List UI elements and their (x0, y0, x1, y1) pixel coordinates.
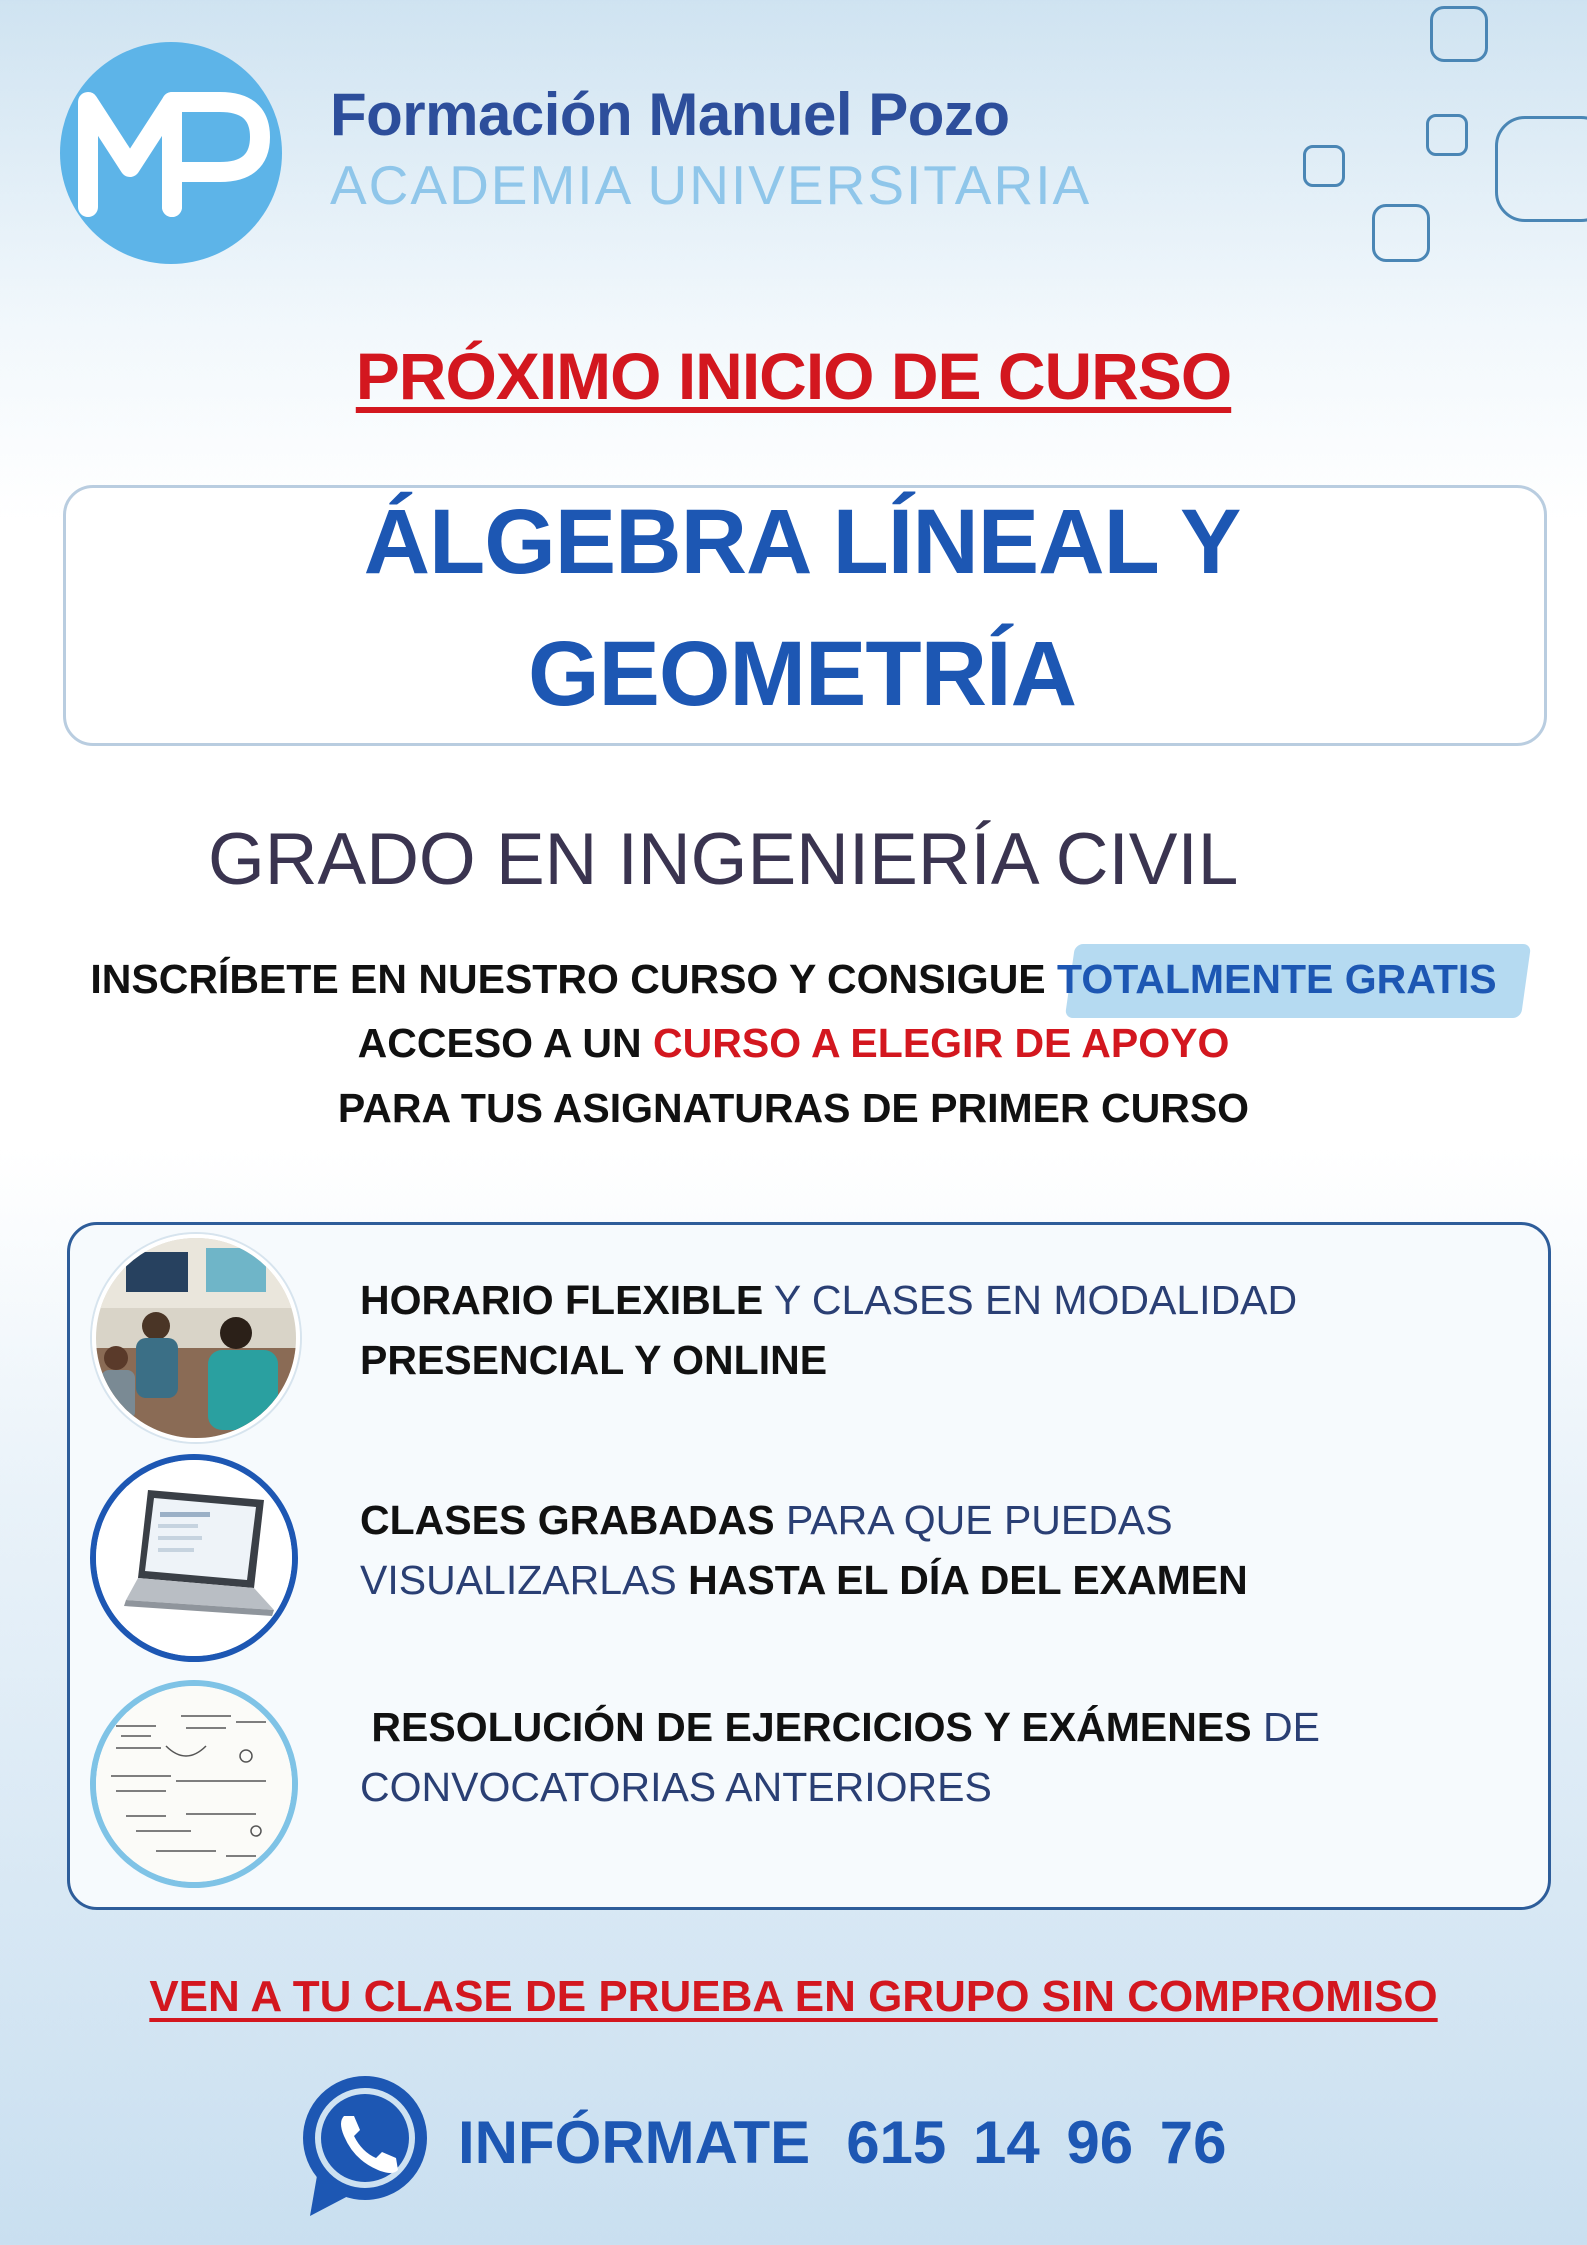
feature-normal: PARA QUE PUEDAS (774, 1497, 1173, 1543)
course-title-line1: ÁLGEBRA LÍNEAL Y (363, 491, 1241, 593)
feature-bold: CLASES GRABADAS (360, 1497, 775, 1543)
decor-square (1372, 204, 1430, 262)
promo-line-3: PARA TUS ASIGNATURAS DE PRIMER CURSO (337, 1085, 1250, 1131)
promo-text: INSCRÍBETE EN NUESTRO CURSO Y CONSIGUE (90, 956, 1058, 1002)
decor-square (1430, 6, 1488, 62)
logo-emblem (60, 42, 282, 264)
logo-monogram-icon (60, 42, 282, 264)
feature-normal: CONVOCATORIAS ANTERIORES (360, 1764, 992, 1810)
feature-bold: HASTA EL DÍA DEL EXAMEN (688, 1557, 1248, 1603)
brand-name: Formación Manuel Pozo (330, 81, 1010, 148)
contact-info (458, 2108, 1227, 2177)
feature-1-text (360, 1270, 1510, 1390)
announcement-heading: PRÓXIMO INICIO DE CURSO (355, 339, 1232, 413)
feature-bold: HORARIO FLEXIBLE (360, 1277, 764, 1323)
phone-number[interactable]: 615 14 96 76 (846, 2109, 1227, 2176)
decor-square (1303, 145, 1345, 187)
promo-line-2 (0, 1020, 1587, 1067)
feature-normal: DE (1251, 1704, 1320, 1750)
brand-subtitle: ACADEMIA UNIVERSITARIA (330, 154, 1092, 216)
feature-2-text (360, 1490, 1510, 1610)
promo-text: ACCESO A UN (357, 1020, 654, 1066)
whatsapp-icon[interactable] (300, 2070, 430, 2220)
classroom-photo (92, 1234, 300, 1442)
exercises-photo (90, 1680, 298, 1888)
feature-bold: RESOLUCIÓN DE EJERCICIOS Y EXÁMENES (371, 1704, 1252, 1750)
decor-square (1495, 116, 1587, 222)
feature-3-text (360, 1697, 1510, 1817)
promo-line-1 (0, 956, 1587, 1003)
decor-square (1426, 114, 1468, 156)
degree-name: GRADO EN INGENIERÍA CIVIL (208, 819, 1239, 900)
contact-label: INFÓRMATE (458, 2109, 811, 2176)
promo-highlight: CURSO A ELEGIR DE APOYO (653, 1020, 1230, 1066)
laptop-photo (90, 1454, 298, 1662)
trial-class-cta[interactable]: VEN A TU CLASE DE PRUEBA EN GRUPO SIN COMPROMISO (149, 1972, 1438, 2021)
feature-bold: PRESENCIAL Y ONLINE (360, 1337, 828, 1383)
course-title-line2: GEOMETRÍA (527, 623, 1077, 725)
promo-highlight: TOTALMENTE GRATIS (1057, 956, 1497, 1002)
feature-normal: Y CLASES EN MODALIDAD (763, 1277, 1298, 1323)
feature-normal: VISUALIZARLAS (360, 1557, 689, 1603)
